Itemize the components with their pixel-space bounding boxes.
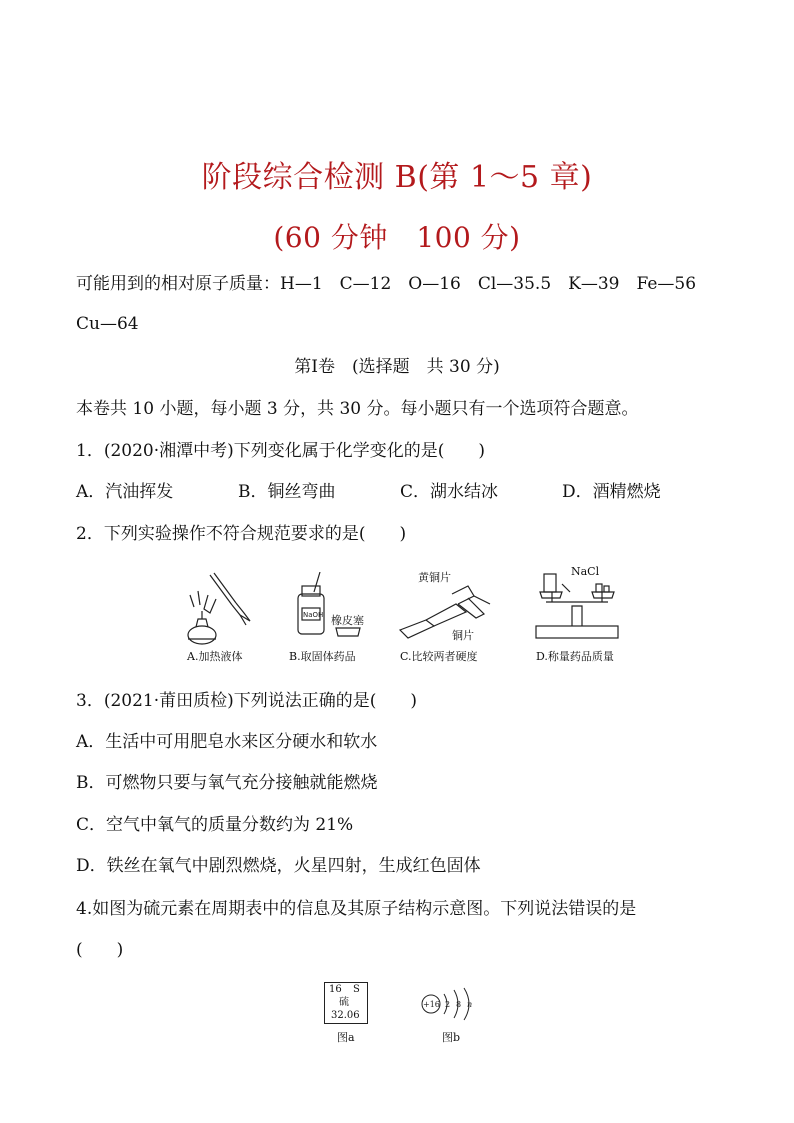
page-title: 阶段综合检测 B(第 1～5 章): [201, 160, 593, 195]
caption-d: D.称量药品质量: [536, 650, 614, 663]
q1-option-a: A．汽油挥发: [76, 482, 174, 502]
q3-option-b: B．可燃物只要与氧气充分接触就能燃烧: [76, 773, 378, 793]
instructions: 本卷共 10 小题，每小题 3 分，共 30 分。每小题只有一个选项符合题意。: [76, 399, 639, 419]
element-symbol: S: [353, 984, 360, 995]
nucleus-label: +16: [423, 1000, 440, 1009]
q1-stem: 1．(2020·湘潭中考)下列变化属于化学变化的是( ): [76, 441, 486, 461]
caption-b: B.取固体药品: [289, 650, 356, 663]
atomic-mass-line-1: 可能用到的相对原子质量：H—1 C—12 O—16 Cl—35.5 K—39 Fe—56: [76, 274, 697, 294]
caption-fig-b: 图b: [442, 1031, 461, 1044]
stopper-label: 橡皮塞: [331, 614, 364, 627]
q4-paren: ( ): [76, 940, 124, 960]
naoh-label: NaOH: [303, 611, 324, 619]
q1-option-c: C．湖水结冰: [400, 482, 499, 502]
shell-3: n: [467, 1000, 473, 1009]
atomic-mass: 32.06: [331, 1010, 360, 1021]
copper-label: 铜片: [452, 629, 474, 642]
q3-option-c: C．空气中氧气的质量分数约为 21%: [76, 815, 354, 835]
brass-label: 黄铜片: [418, 571, 451, 584]
shell-1: 2: [445, 1000, 451, 1009]
q1-option-b: B．铜丝弯曲: [238, 482, 336, 502]
section-title: 第Ⅰ卷 (选择题 共 30 分): [294, 357, 500, 377]
q3-stem: 3．(2021·莆田质检)下列说法正确的是( ): [76, 691, 418, 711]
q1-option-d: D．酒精燃烧: [562, 482, 661, 502]
element-name: 硫: [339, 997, 349, 1008]
element-card: [324, 982, 368, 1024]
atom-structure-diagram: [420, 986, 480, 1022]
shell-2: 8: [456, 1000, 462, 1009]
figure-heating-liquid: [180, 565, 260, 647]
q4-stem: 4.如图为硫元素在周期表中的信息及其原子结构示意图。下列说法错误的是: [76, 899, 637, 919]
q3-option-d: D．铁丝在氧气中剧烈燃烧，火星四射，生成红色固体: [76, 856, 481, 876]
figure-take-solid: [290, 572, 370, 642]
nacl-label: NaCl: [571, 565, 600, 578]
figure-compare-hardness: [396, 578, 496, 644]
atomic-number: 16: [329, 984, 342, 995]
atomic-mass-line-2: Cu—64: [76, 314, 139, 334]
q2-stem: 2．下列实验操作不符合规范要求的是( ): [76, 524, 407, 544]
caption-a: A.加热液体: [187, 650, 243, 663]
page-subtitle: (60 分钟 100 分): [273, 221, 521, 254]
q3-option-a: A．生活中可用肥皂水来区分硬水和软水: [76, 732, 378, 752]
caption-c: C.比较两者硬度: [400, 650, 478, 663]
caption-fig-a: 图a: [337, 1031, 355, 1044]
